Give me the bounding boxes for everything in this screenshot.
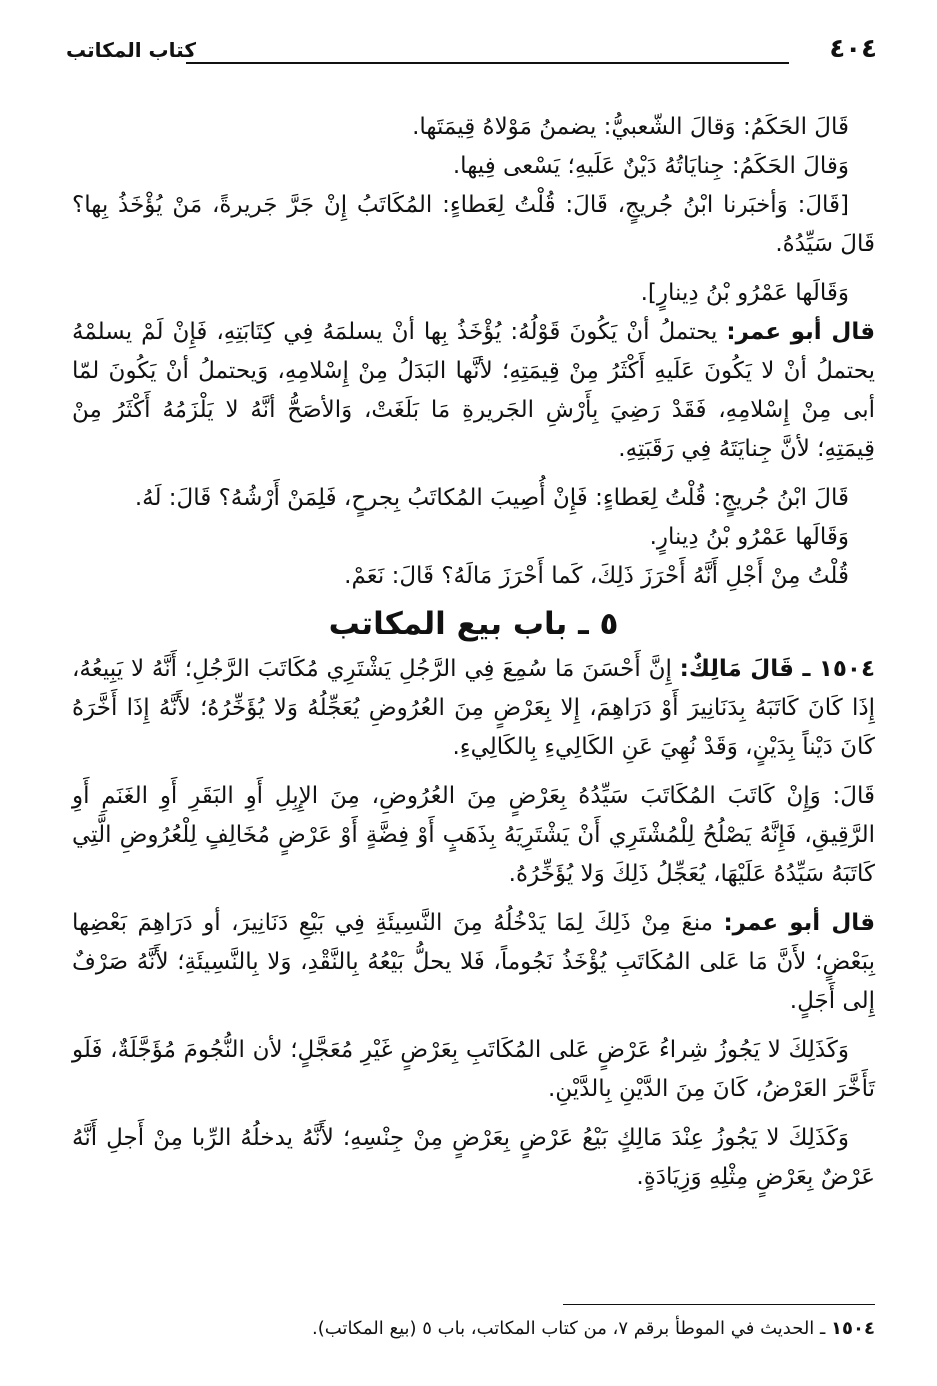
chapter-heading: ٥ ـ باب بيع المكاتب	[328, 606, 619, 642]
paragraph-text: قُلْتُ مِنْ أَجْلِ أَنَّهُ أَحْرَزَ ذَلِكَ، كَما أَحْرَزَ مَالَهُ؟ قَالَ: نَعَمْ.	[344, 563, 849, 589]
paragraph-text: [قَالَ: وَأخبَرنا ابْنُ جُريجٍ، قَالَ: قُلْتُ لِعَطاءٍ: المُكَاتَبُ إِنْ جَرَّ جَريرةً، مَنْ يُؤْخَذُ بِها؟ قَالَ سَيِّدُهُ.	[72, 192, 875, 257]
paragraph-1	[72, 108, 875, 147]
paragraph-text: وَقَالَها عَمْرُو بْنُ دِينارٍ].	[640, 280, 849, 306]
page-number: ٤٠٤	[829, 34, 877, 64]
paragraph-9	[72, 650, 875, 767]
paragraph-text: قَالَ الحَكَمُ: وَقالَ الشّعبيُّ: يضمنُ مَوْلاهُ قِيمَتَها.	[412, 114, 849, 140]
paragraph-3	[72, 186, 875, 264]
paragraph-8	[72, 557, 875, 596]
paragraph-text: إِنَّ أَحْسَنَ مَا سُمِعَ فِي الرَّجُلِ يَشْتَرِي مُكَاتَبَ الرَّجُلِ؛ أَنَّهُ لا يَبِيعُهُ، إِذَا كَانَ كَاتَبَهُ بِدَنَانِيرَ أَوْ دَرَاهِمَ، إِلا بِعَرْضٍ مِنَ العُرُوضِ يُعَجِّلُهُ وَلا يُؤَخِّرُهُ؛ لأَنَّهُ إِذَا أَخَّرَهُ كَانَ دَيْناً بِدَيْنٍ، وَقَدْ نُهِيَ عَنِ الكَالِيءِ بِالكَالِيءِ.	[72, 656, 875, 760]
paragraph-text: وَقالَ الحَكَمُ: جِنايَاتُهُ دَيْنٌ عَلَيهِ؛ يَسْعى فِيها.	[452, 153, 849, 179]
paragraph-5	[72, 313, 875, 469]
paragraph-label: قال أبو عمر:	[726, 319, 876, 345]
paragraph-text: منعَ مِنْ ذَلِكَ لِمَا يَدْخُلُهُ مِنَ النَّسِيئَةِ فِي بَيْعِ دَنَانِيرَ، أو دَرَاهِمَ بَعْضِها بِبَعْضٍ؛ لأَنَّ مَا عَلى المُكَاتَبِ يُؤْخَذُ نَجُوماً، فَلا يحلُّ بَيْعُهُ بِالنَّقْدِ، وَلا بِالنَّسِيئَةِ؛ لأَنَّهُ صَرْفٌ إِلى أَجَلٍ.	[72, 910, 875, 1014]
paragraph-text: قَالَ: وَإِنْ كَاتَبَ المُكَاتَبَ سَيِّدُهُ بِعَرْضٍ مِنَ العُرُوضِ، مِنَ الإِبِلِ أَوِ البَقَرِ أَوِ الغَنَمِ أَوِ الرَّقِيقِ، فَإِنَّهُ يَصْلُحُ لِلْمُشْتَرِي أَنْ يَشْتَرِيَهُ بِذَهَبٍ أَوْ فِضَّةٍ أَوْ عَرْضٍ مُخَالِفٍ لِلْعُرُوضِ الَّتِي كَاتَبَهُ سَيِّدُهُ عَلَيْهَا، يُعَجِّلُ ذَلِكَ وَلا يُؤَخِّرُهُ.	[72, 783, 875, 887]
paragraph-2	[72, 147, 875, 186]
paragraph-text: يحتملُ أنْ يَكُونَ قَوْلُهُ: يُؤْخَذُ بِها أنْ يسلمَهُ فِي كِتَابَتِهِ، فَإِنْ لَمْ يسلمْهُ يحتملُ أنْ لا يَكُونَ عَلَيهِ أَكْثَرُ مِنْ قِيمَتِهِ؛ لأنَّها البَدَلُ مِنْ إِسْلامِهِ، وَيحتملُ أنْ يَكُونَ لمّا أبى مِنْ إِسْلامِهِ، فَقَدْ رَضِيَ بِأَرْشِ الجَريرةِ مَا بَلَغَتْ، وَالأصَحُّ أنَّهُ لا يَلْزَمُهُ أَكْثَرُ مِنْ قِيمَتِهِ؛ لأنَّ جِنايَتَهُ فِي رَقَبَتِهِ.	[72, 319, 875, 462]
footnote	[72, 1316, 875, 1342]
footnote-number: ١٥٠٤	[831, 1318, 875, 1339]
footnote-rule	[563, 1304, 875, 1305]
paragraph-label: ١٥٠٤ ـ قَالَ مَالِكٌ:	[679, 656, 875, 682]
paragraph-13	[72, 1119, 875, 1197]
book-title: كتاب المكاتب	[66, 38, 196, 62]
running-header	[66, 34, 877, 74]
paragraph-10	[72, 777, 875, 894]
paragraph-label: قال أبو عمر:	[723, 910, 876, 936]
page-body	[72, 108, 875, 1207]
paragraph-text: وَقَالَها عَمْرُو بْنُ دِينارٍ.	[649, 524, 849, 550]
paragraph-11	[72, 904, 875, 1021]
header-rule	[186, 62, 789, 64]
paragraph-4	[72, 274, 875, 313]
paragraph-text: وَكَذَلِكَ لا يَجُوزُ عِنْدَ مَالِكٍ بَيْعُ عَرْضٍ بِعَرْضٍ مِنْ جِنْسِهِ؛ لأَنَّهُ يدخلُهُ الرِّبا مِنْ أَجلِ أَنَّهُ عَرْضٌ بِعَرْضٍ مِثْلِهِ وَزِيَادَةٍ.	[72, 1125, 875, 1190]
paragraph-text: وَكَذَلِكَ لا يَجُوزُ شِراءُ عَرْضٍ عَلى المُكَاتَبِ بِعَرْضٍ غَيْرِ مُعَجَّلٍ؛ لأن النُّجُومَ مُؤَجَّلَةٌ، فَلَو تَأَخَّرَ العَرْضُ، كَانَ مِنَ الدَّيْنِ بِالدَّيْنِ.	[72, 1037, 875, 1102]
paragraph-text: قَالَ ابْنُ جُريجٍ: قُلْتُ لِعَطاءٍ: فَإِنْ أُصِيبَ المُكاتَبُ بِجرحٍ، فَلِمَنْ أَرْشُهُ؟ قَالَ: لَهُ.	[134, 485, 849, 511]
paragraph-6	[72, 479, 875, 518]
footnote-text: ـ الحديث في الموطأ برقم ٧، من كتاب المكاتب، باب ٥ (بيع المكاتب).	[312, 1318, 826, 1339]
paragraph-7	[72, 518, 875, 557]
paragraph-12	[72, 1031, 875, 1109]
